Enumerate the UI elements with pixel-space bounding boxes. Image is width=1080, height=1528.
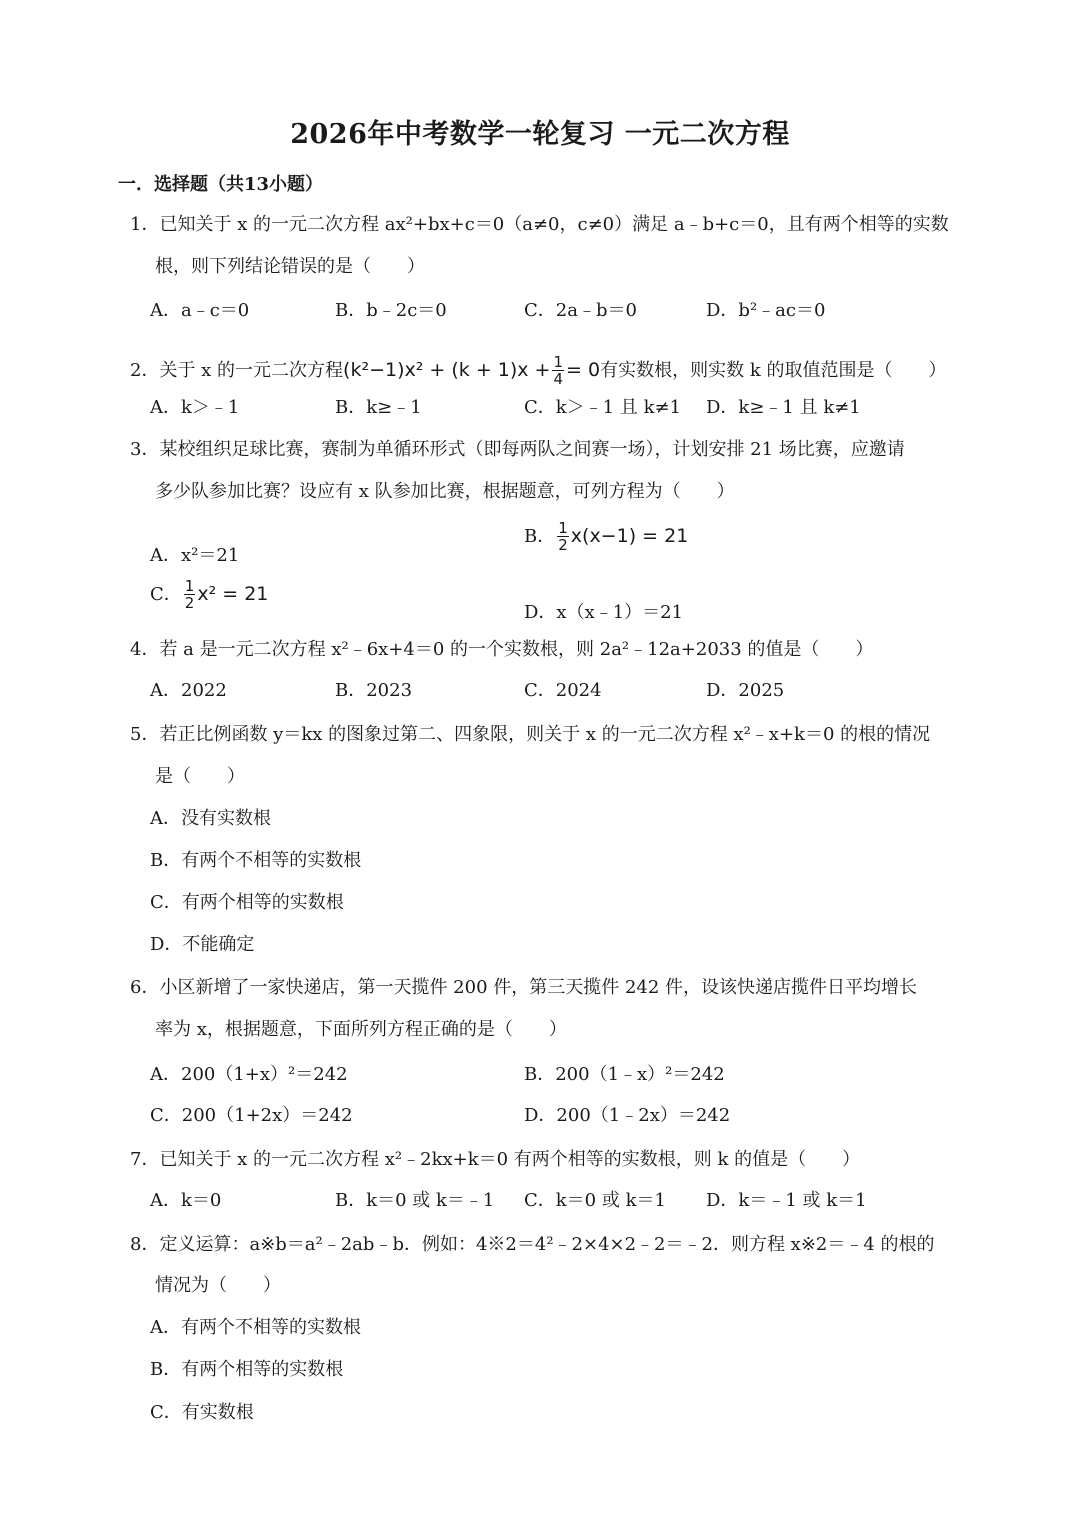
- q6-option-c: C．200（1+2x）＝242: [150, 1105, 353, 1126]
- q8-option-a: A．有两个不相等的实数根: [150, 1317, 361, 1338]
- q3-option-c: [150, 578, 268, 611]
- q2-option-c: C．k＞﹣1 且 k≠1: [524, 397, 682, 418]
- q3-b-frac-den: 2: [558, 536, 568, 554]
- question-6-line-1: 6．小区新增了一家快递店，第一天揽件 200 件，第三天揽件 242 件，设该快递店揽件日平均增长: [130, 977, 918, 998]
- q2-formula-left: (k²−1)x² + (k + 1)x +: [343, 359, 551, 381]
- question-1-line-1: 1．已知关于 x 的一元二次方程 ax²+bx+c＝0（a≠0，c≠0）满足 a﹣b+c＝0，且有两个相等的实数: [130, 214, 949, 235]
- question-5-line-2: 是（ ）: [155, 766, 245, 787]
- q8-option-b: B．有两个相等的实数根: [150, 1359, 344, 1380]
- q6-option-d: D．200（1﹣2x）＝242: [524, 1105, 731, 1126]
- q3-option-a: A．x²＝21: [150, 545, 240, 566]
- q1-option-c: C．2a﹣b＝0: [524, 300, 637, 321]
- q3-option-c-label: C．: [150, 584, 182, 605]
- question-6-line-2: 率为 x，根据题意，下面所列方程正确的是（ ）: [155, 1019, 567, 1040]
- q3-option-b-formula: [555, 519, 689, 554]
- q7-option-d: D．k＝﹣1 或 k＝1: [706, 1190, 867, 1211]
- question-8-line-2: 情况为（ ）: [155, 1275, 281, 1296]
- q1-option-d: D．b²﹣ac＝0: [706, 300, 826, 321]
- q7-option-b: B．k＝0 或 k＝﹣1: [335, 1190, 495, 1211]
- q3-c-expr: x² = 21: [197, 583, 269, 605]
- q4-option-c: C．2024: [524, 680, 602, 701]
- question-1-line-2: 根，则下列结论错误的是（ ）: [155, 256, 425, 277]
- q2-formula-right: = 0: [566, 359, 601, 381]
- q3-b-expr: x(x−1) = 21: [570, 525, 689, 547]
- question-2: [130, 345, 946, 396]
- q5-option-b: B．有两个不相等的实数根: [150, 850, 362, 871]
- q2-option-d: D．k≥﹣1 且 k≠1: [706, 397, 861, 418]
- question-8-line-1: 8．定义运算：a※b＝a²﹣2ab﹣b．例如：4※2＝4²﹣2×4×2﹣2＝﹣2．则方程 x※2＝﹣4 的根的: [130, 1234, 935, 1255]
- q1-option-b: B．b﹣2c＝0: [335, 300, 447, 321]
- q7-option-a: A．k＝0: [150, 1190, 222, 1211]
- q5-option-a: A．没有实数根: [150, 808, 271, 829]
- q5-option-c: C．有两个相等的实数根: [150, 892, 344, 913]
- q4-option-d: D．2025: [706, 680, 785, 701]
- q3-option-c-formula: [182, 577, 269, 612]
- question-5-line-1: 5．若正比例函数 y＝kx 的图象过第二、四象限，则关于 x 的一元二次方程 x²﹣x+k＝0 的根的情况: [130, 724, 931, 745]
- page-title: 2026年中考数学一轮复习 一元二次方程: [290, 119, 790, 150]
- q6-option-b: B．200（1﹣x）²＝242: [524, 1064, 725, 1085]
- q3-b-frac-num: 1: [558, 519, 568, 537]
- q2-frac-den: 4: [553, 370, 564, 388]
- q4-option-a: A．2022: [150, 680, 227, 701]
- q3-c-frac-num: 1: [184, 577, 195, 595]
- question-3-line-2: 多少队参加比赛？设应有 x 队参加比赛，根据题意，可列方程为（ ）: [155, 481, 735, 502]
- question-2-suffix: 有实数根，则实数 k 的取值范围是（ ）: [600, 360, 947, 381]
- q7-option-c: C．k＝0 或 k＝1: [524, 1190, 666, 1211]
- q6-option-a: A．200（1+x）²＝242: [150, 1064, 348, 1085]
- question-3-line-1: 3．某校组织足球比赛，赛制为单循环形式（即每两队之间赛一场），计划安排 21 场比赛，应邀请: [130, 439, 905, 460]
- q8-option-c: C．有实数根: [150, 1402, 254, 1423]
- section-heading: 一．选择题（共13小题）: [118, 174, 324, 195]
- q2-fraction: [552, 354, 564, 387]
- question-2-formula: [343, 353, 601, 388]
- q2-frac-num: 1: [553, 353, 564, 371]
- question-2-prefix: 2．关于 x 的一元二次方程: [130, 360, 344, 381]
- question-7-line-1: 7．已知关于 x 的一元二次方程 x²﹣2kx+k＝0 有两个相等的实数根，则 k 的值是（ ）: [130, 1149, 861, 1170]
- q2-option-b: B．k≥﹣1: [335, 397, 422, 418]
- q3-option-b: [524, 520, 688, 553]
- q3-c-fraction: [184, 578, 196, 611]
- q5-option-d: D．不能确定: [150, 934, 255, 955]
- q2-option-a: A．k＞﹣1: [150, 397, 240, 418]
- question-4-line-1: 4．若 a 是一元二次方程 x²﹣6x+4＝0 的一个实数根，则 2a²﹣12a+2033 的值是（ ）: [130, 639, 874, 660]
- q3-option-d: D．x（x﹣1）＝21: [524, 602, 684, 623]
- q3-option-b-label: B．: [524, 526, 556, 547]
- q1-option-a: A．a﹣c＝0: [150, 300, 250, 321]
- q3-b-fraction: [557, 520, 569, 553]
- q4-option-b: B．2023: [335, 680, 413, 701]
- q3-c-frac-den: 2: [184, 594, 195, 612]
